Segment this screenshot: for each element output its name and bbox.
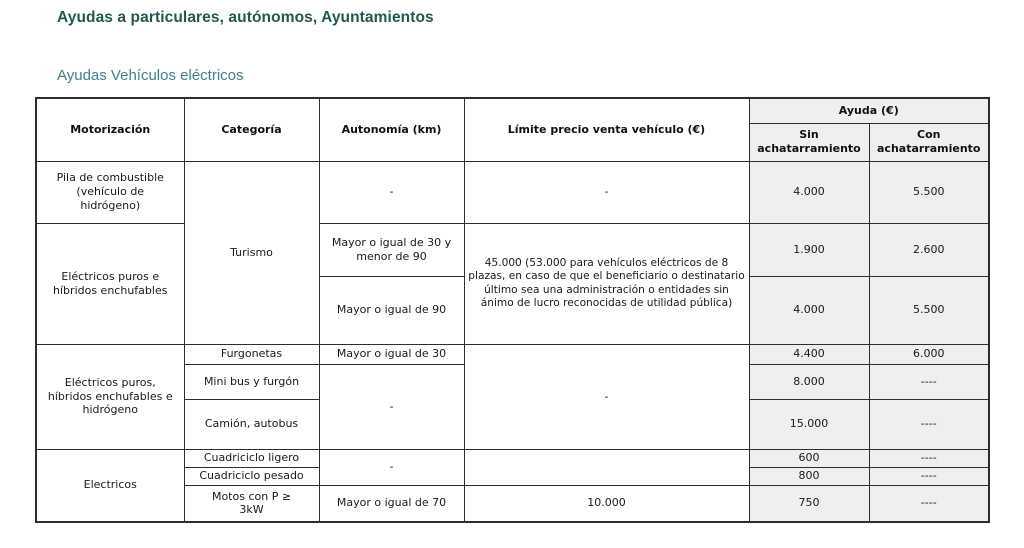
cell-motorizacion-text: Eléctricos puros e híbridos enchufables (53, 269, 168, 297)
cell-ayuda-sin: 800 (749, 467, 869, 485)
header-limite-precio: Límite precio venta vehículo (€) (464, 98, 749, 161)
header-autonomia: Autonomía (km) (319, 98, 464, 161)
cell-limite: - (464, 344, 749, 449)
cell-motorizacion (36, 161, 184, 223)
page-title: Ayudas a particulares, autónomos, Ayuntamientos (57, 9, 434, 26)
cell-limite-empty (464, 449, 749, 485)
table-row-cuadriciclo-ligero (36, 449, 989, 467)
cell-motorizacion (36, 223, 184, 344)
cell-ayuda-sin: 600 (749, 449, 869, 467)
cell-ayuda-con: ---- (869, 449, 989, 467)
cell-ayuda-con: 6.000 (869, 344, 989, 364)
ayudas-vehiculos-table (35, 97, 990, 523)
cell-motorizacion: Electricos (36, 449, 184, 522)
cell-ayuda-con: 5.500 (869, 161, 989, 223)
table-header (36, 98, 989, 161)
cell-motorizacion-text: Eléctricos puros, híbridos enchufables e hidrógeno (47, 375, 173, 417)
cell-categoria-text: Motos con P ≥ 3kW (211, 489, 292, 517)
cell-categoria: Cuadriciclo pesado (184, 467, 319, 485)
header-con-achatarramiento: Con achatarramiento (869, 123, 989, 161)
table-row-pila-combustible (36, 161, 989, 223)
cell-motorizacion-text: Pila de combustible (vehículo de hidrógeno) (56, 171, 164, 212)
cell-ayuda-con: ---- (869, 485, 989, 522)
cell-ayuda-con: 2.600 (869, 223, 989, 276)
table-row-electricos-puros-30-90 (36, 223, 989, 276)
cell-categoria: Mini bus y furgón (184, 364, 319, 399)
cell-autonomia: Mayor o igual de 30 (319, 344, 464, 364)
cell-limite: 45.000 (53.000 para vehículos eléctricos de 8 plazas, en caso de que el beneficiario o destinatario último sea una administración o entidades sin ánimo de lucro reconocidas de utilidad pública) (464, 223, 749, 344)
header-categoria: Categoría (184, 98, 319, 161)
cell-categoria: Furgonetas (184, 344, 319, 364)
cell-ayuda-con: 5.500 (869, 276, 989, 344)
cell-autonomia: - (319, 161, 464, 223)
cell-ayuda-sin: 15.000 (749, 399, 869, 449)
cell-autonomia: Mayor o igual de 70 (319, 485, 464, 522)
cell-autonomia: - (319, 449, 464, 485)
cell-limite: - (464, 161, 749, 223)
header-motorizacion: Motorización (36, 98, 184, 161)
cell-categoria: Turismo (184, 161, 319, 344)
cell-ayuda-sin: 4.000 (749, 161, 869, 223)
cell-ayuda-sin: 4.400 (749, 344, 869, 364)
cell-categoria: Cuadriciclo ligero (184, 449, 319, 467)
cell-limite: 10.000 (464, 485, 749, 522)
section-title: Ayudas Vehículos eléctricos (57, 67, 244, 84)
cell-ayuda-con: ---- (869, 399, 989, 449)
cell-autonomia: Mayor o igual de 90 (319, 276, 464, 344)
cell-categoria: Camión, autobus (184, 399, 319, 449)
cell-autonomia (319, 223, 464, 276)
cell-autonomia-text: Mayor o igual de 30 y menor de 90 (331, 235, 452, 263)
cell-ayuda-con: ---- (869, 364, 989, 399)
header-sin-achatarramiento: Sin achatarramiento (749, 123, 869, 161)
cell-ayuda-sin: 8.000 (749, 364, 869, 399)
header-ayuda: Ayuda (€) (749, 98, 989, 123)
cell-ayuda-sin: 750 (749, 485, 869, 522)
header-row-1 (36, 98, 989, 123)
table-row-furgonetas (36, 344, 989, 364)
cell-ayuda-sin: 4.000 (749, 276, 869, 344)
cell-categoria (184, 485, 319, 522)
cell-ayuda-con: ---- (869, 467, 989, 485)
cell-ayuda-sin: 1.900 (749, 223, 869, 276)
cell-autonomia: - (319, 364, 464, 449)
cell-motorizacion (36, 344, 184, 449)
